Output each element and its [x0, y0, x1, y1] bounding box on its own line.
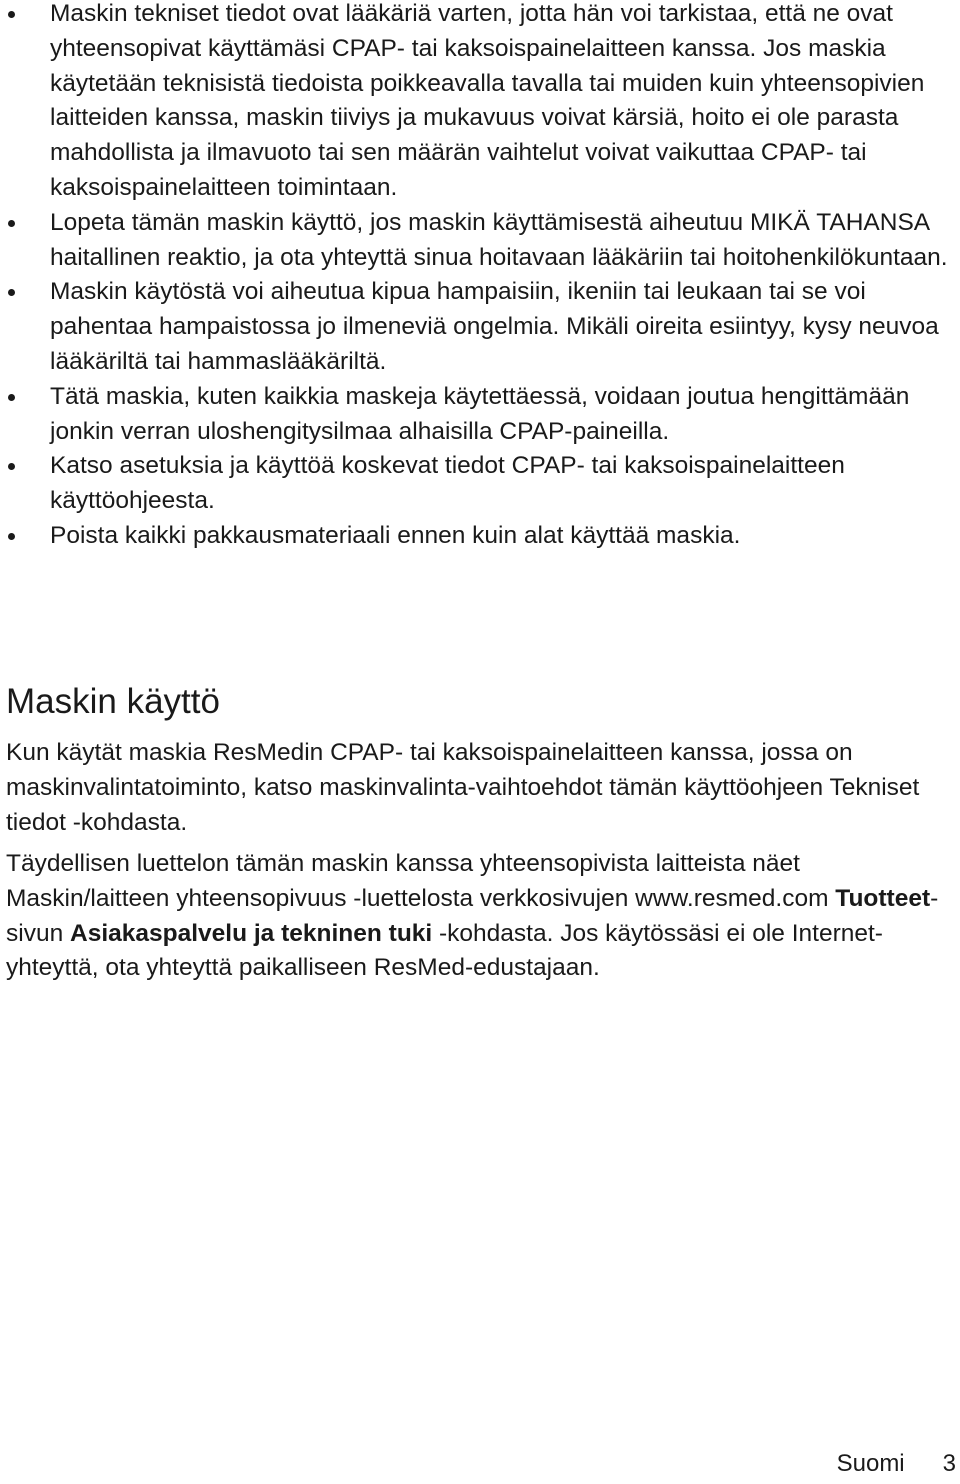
bullet-text: Tätä maskia, kuten kaikkia maskeja käytettäessä, voidaan joutua hengittämään jonkin verran uloshengitysilmaa alhaisilla CPAP-paineilla. [50, 382, 910, 445]
bullet-text: Lopeta tämän maskin käyttö, jos maskin käyttämisestä aiheutuu MIKÄ TAHANSA haitallinen reaktio, ja ota yhteyttä sinua hoitavaan lääkäriin tai hoitohenkilökuntaan. [50, 208, 948, 271]
products-page-label: Tuotteet [835, 884, 931, 912]
bullet-dot-icon [8, 11, 15, 18]
bullet-dot-icon [8, 394, 15, 401]
support-section-label: Asiakaspalvelu ja tekninen tuki [70, 919, 433, 947]
warning-bullet-list [0, 0, 950, 554]
compatibility-text-part: Täydellisen luettelon tämän maskin kanssa yhteensopivista laitteista näet Maskin/laitteen yhteensopivuus -luettelosta verkkosivujen www.resmed.com [6, 850, 836, 912]
compatibility-paragraph [6, 847, 956, 986]
bullet-item [0, 380, 950, 450]
bullet-item [0, 519, 950, 554]
bullet-item [0, 449, 950, 519]
bullet-text: Katso asetuksia ja käyttöä koskevat tiedot CPAP- tai kaksoispainelaitteen käyttöohjeesta. [50, 452, 845, 515]
bullet-dot-icon [8, 289, 15, 296]
usage-paragraph: Kun käytät maskia ResMedin CPAP- tai kaksoispainelaitteen kanssa, jossa on maskinvalintatoiminto, katso maskinvalinta-vaihtoehdot tämän käyttöohjeen Tekniset tiedot -kohdasta. [6, 739, 920, 836]
compatibility-text-part: -kohdasta. Jos käytössäsi ei ole Internet-yhteyttä, ota yhteyttä paikalliseen ResMed-edustajaan. [6, 919, 883, 982]
footer-language: Suomi [836, 1450, 905, 1477]
bullet-text: Maskin tekniset tiedot ovat lääkäriä varten, jotta hän voi tarkistaa, että ne ovat yhteensopivat käyttämäsi CPAP- tai kaksoispainelaitteen kanssa. Jos maskia käytetään teknisistä tiedoista poikkeavalla tavalla tai muiden kuin yhteensopivien laitteiden kanssa, maskin tiiviys ja mukavuus voivat kärsiä, hoito ei ole parasta mahdollista ja ilmavuoto tai sen määrän vaihtelut voivat vaikuttaa CPAP- tai kaksoispainelaitteen toimintaan. [50, 0, 925, 201]
compatibility-text-part: -sivun [6, 884, 939, 947]
bullet-item [0, 275, 950, 379]
bullet-dot-icon [8, 463, 15, 470]
bullet-item [0, 0, 950, 206]
page-number: 3 [942, 1450, 956, 1477]
bullet-text: Poista kaikki pakkausmateriaali ennen kuin alat käyttää maskia. [50, 521, 741, 549]
bullet-text: Maskin käytöstä voi aiheutua kipua hampaisiin, ikeniin tai leukaan tai se voi pahentaa hampaistossa jo ilmeneviä ongelmia. Mikäli oireita esiintyy, kysy neuvoa lääkäriltä tai hammaslääkäriltä. [50, 278, 939, 375]
section-heading: Maskin käyttö [6, 682, 220, 721]
bullet-dot-icon [8, 220, 15, 227]
bullet-dot-icon [8, 533, 15, 540]
page-footer [837, 1448, 956, 1480]
bullet-item [0, 206, 950, 276]
